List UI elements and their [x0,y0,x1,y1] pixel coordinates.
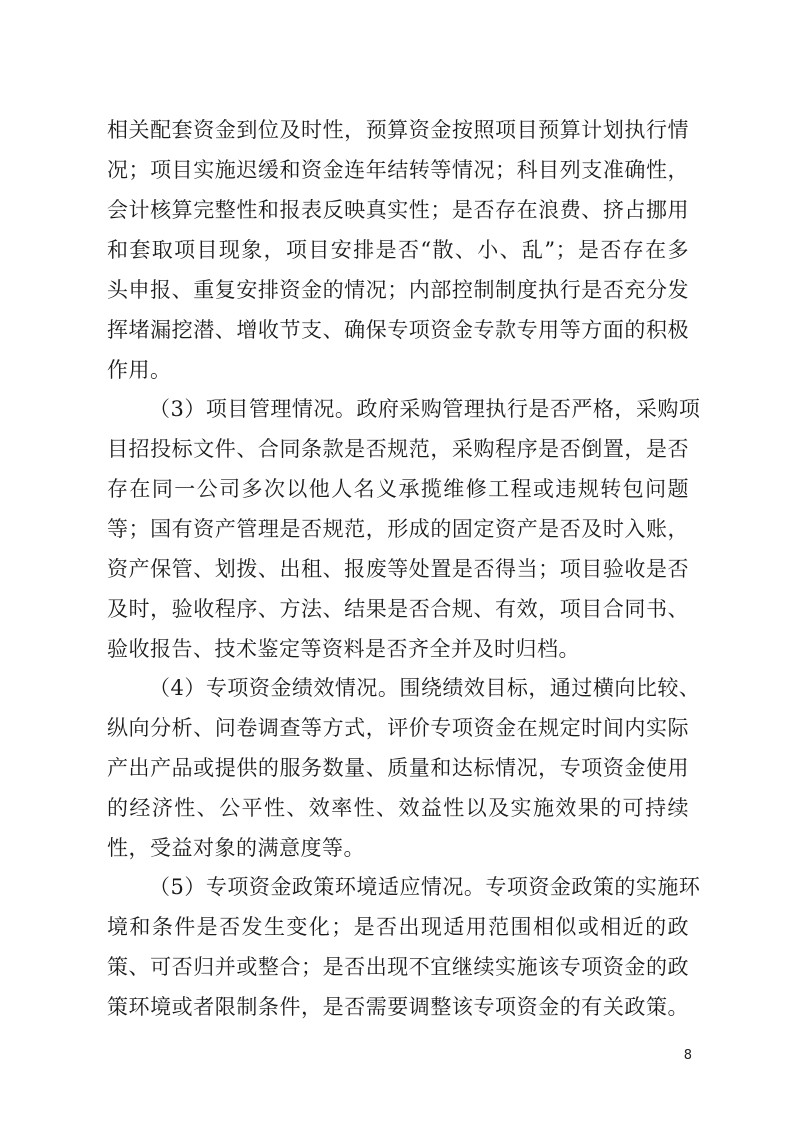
paragraph-first-line: （5）专项资金政策环境适应情况。专项资金政策的实施环 [149,875,701,899]
body-line: 头申报、重复安排资金的情况；内部控制制度执行是否充分发 [107,278,689,302]
paragraph-first-line: （3）项目管理情况。政府采购管理执行是否严格，采购项 [149,397,701,421]
body-line: 相关配套资金到位及时性，预算资金按照项目预算计划执行情 [107,118,689,142]
body-line: 挥堵漏挖潜、增收节支、确保专项资金专款专用等方面的积极 [107,318,689,342]
body-line: 纵向分析、问卷调查等方式，评价专项资金在规定时间内实际 [107,716,689,740]
body-line: 的经济性、公平性、效率性、效益性以及实施效果的可持续 [107,796,689,820]
body-line: 验收报告、技术鉴定等资料是否齐全并及时归档。 [107,637,580,661]
paragraph-first-line: （4）专项资金绩效情况。围绕绩效目标，通过横向比较、 [149,676,701,700]
body-line: 和套取项目现象，项目安排是否“散、小、乱”；是否存在多 [107,238,689,262]
body-line: 资产保管、划拨、出租、报废等处置是否得当；项目验收是否 [107,557,689,581]
body-line: 产出产品或提供的服务数量、质量和达标情况，专项资金使用 [107,756,689,780]
body-line: 况；项目实施迟缓和资金连年结转等情况；科目列支准确性， [107,158,689,182]
body-line: 等；国有资产管理是否规范，形成的固定资产是否及时入账， [107,517,689,541]
body-line: 境和条件是否发生变化；是否出现适用范围相似或相近的政 [107,915,689,939]
body-line: 作用。 [107,358,172,382]
body-line: 及时，验收程序、方法、结果是否合规、有效，项目合同书、 [107,597,689,621]
body-line: 会计核算完整性和报表反映真实性；是否存在浪费、挤占挪用 [107,198,689,222]
body-line: 目招投标文件、合同条款是否规范，采购程序是否倒置，是否 [107,437,689,461]
body-line: 策环境或者限制条件，是否需要调整该专项资金的有关政策。 [107,995,689,1019]
body-line: 性，受益对象的满意度等。 [107,836,365,860]
body-line: 策、可否归并或整合；是否出现不宜继续实施该专项资金的政 [107,955,689,979]
body-line: 存在同一公司多次以他人名义承揽维修工程或违规转包问题 [107,477,689,501]
page-number: 8 [683,1048,692,1063]
